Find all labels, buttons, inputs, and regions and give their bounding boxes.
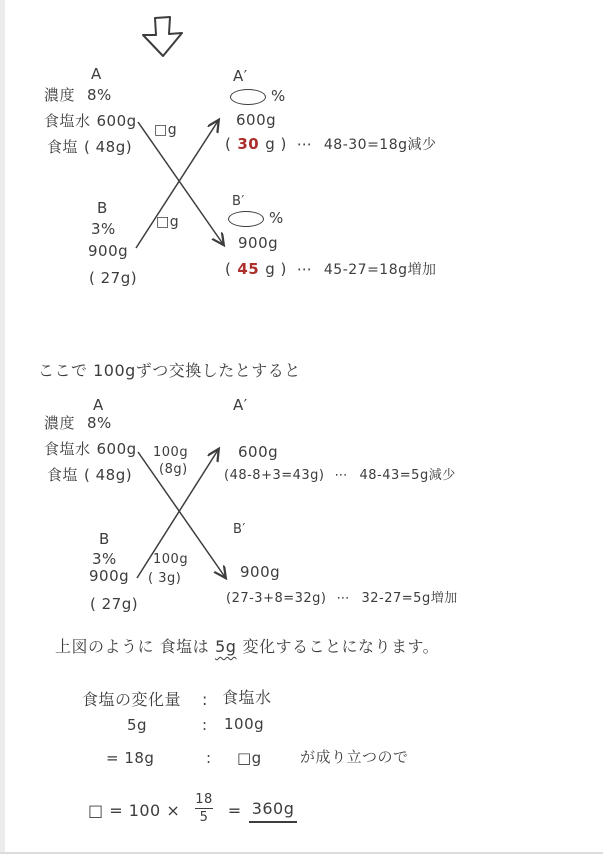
ratio-row3-note: が成り立つので xyxy=(300,748,409,766)
ratio-row1-left: 食塩の変化量 xyxy=(82,690,182,709)
d1-b2-dots: ⋯ xyxy=(296,260,314,278)
d1-a2-percent-sign: % xyxy=(271,87,286,105)
conclusion-post: 変化することになります。 xyxy=(242,637,440,656)
d1-b2-water: 900g xyxy=(238,234,279,252)
d2-exchange-bottom-amount: 100g xyxy=(153,552,189,567)
d2-b2-salt-calc: (27-3+8=32g) xyxy=(226,591,327,606)
d2-exchange-bottom-salt: ( 3g) xyxy=(148,571,182,586)
ratio-row3-left: = 18g xyxy=(106,749,155,767)
d1-a2-salt-line xyxy=(225,136,437,153)
down-arrow-icon xyxy=(139,15,187,59)
d1-a2-blank-oval xyxy=(230,89,266,105)
d1-b2-percent-blank xyxy=(228,210,284,227)
d2-b-water: 900g xyxy=(89,567,130,585)
final-equation xyxy=(88,792,297,827)
final-result: 360g xyxy=(249,800,298,822)
d2-a-concentration-value: 8% xyxy=(87,414,112,432)
d1-a2-paren-close: g ) xyxy=(265,135,287,153)
d2-a-salt-label: 食塩 xyxy=(47,466,79,484)
d2-b-salt: ( 27g) xyxy=(90,595,139,613)
d1-b2-blank-oval xyxy=(228,211,264,227)
d2-a-label: A xyxy=(93,396,104,414)
ratio-row3-colon: : xyxy=(206,749,212,767)
d2-a2-salt-calc: (48-8+3=43g) xyxy=(224,468,325,483)
final-fraction-denominator: 5 xyxy=(195,808,214,824)
conclusion-highlight: 5g xyxy=(215,637,237,656)
interlude-text: ここで 100gずつ交換したとすると xyxy=(38,361,301,380)
d1-a2-note: 48-30=18g減少 xyxy=(323,137,437,153)
d1-exchange-bottom-label: □g xyxy=(156,214,180,230)
d2-b2-salt-line xyxy=(226,592,458,607)
d2-a2-note: 48-43=5g減少 xyxy=(359,468,456,483)
d1-a-salt-label: 食塩 xyxy=(47,138,79,156)
d2-a-salt-value: ( 48g) xyxy=(84,466,133,484)
d2-exchange-top-amount: 100g xyxy=(153,445,189,460)
d2-b2-dots: ⋯ xyxy=(336,591,352,606)
d1-a-water xyxy=(44,113,137,130)
ratio-row2-right: 100g xyxy=(224,715,265,733)
d1-a-water-label: 食塩水 xyxy=(44,112,91,130)
ratio-row2-left: 5g xyxy=(127,716,148,734)
d1-b2-paren-close: g ) xyxy=(265,260,287,278)
d1-b-salt: ( 27g) xyxy=(89,269,138,287)
final-equals: = xyxy=(227,801,242,821)
d2-a2-dots: ⋯ xyxy=(334,468,350,483)
conclusion-line xyxy=(55,638,439,656)
d1-b2-note: 45-27=18g増加 xyxy=(323,262,437,278)
d2-exchange-top-salt: (8g) xyxy=(159,462,188,477)
d2-b-label: B xyxy=(99,530,110,548)
ratio-row1-right: 食塩水 xyxy=(222,688,272,707)
d1-a-salt-value: ( 48g) xyxy=(84,138,133,156)
conclusion-pre: 上図のように 食塩は xyxy=(55,637,210,656)
d1-b2-paren-open: ( xyxy=(225,260,232,278)
final-lhs: □ = 100 × xyxy=(88,801,181,821)
d1-b2-percent-sign: % xyxy=(269,209,284,227)
d1-a2-paren-open: ( xyxy=(225,135,232,153)
d1-a2-percent-blank xyxy=(230,88,286,105)
d1-b2-salt-line xyxy=(225,261,437,278)
d2-a2-salt-line xyxy=(224,469,456,484)
d2-b2-water: 900g xyxy=(240,563,281,581)
d2-a-concentration xyxy=(44,415,112,432)
d2-b-concentration: 3% xyxy=(92,550,117,568)
d1-exchange-cross-arrows-icon xyxy=(128,112,234,258)
d1-a-salt xyxy=(47,139,132,156)
ratio-row1-colon: : xyxy=(202,690,208,709)
d1-b-concentration: 3% xyxy=(91,220,116,238)
d2-a-water-value: 600g xyxy=(96,440,137,458)
d1-a-concentration-label: 濃度 xyxy=(44,86,76,104)
d1-a-label: A xyxy=(91,65,102,83)
d1-a-concentration xyxy=(44,87,112,104)
d1-a-water-value: 600g xyxy=(96,112,137,130)
d2-b2-label: B′ xyxy=(233,522,246,537)
final-fraction xyxy=(192,793,216,824)
d1-b-label: B xyxy=(97,199,108,217)
d2-a-water xyxy=(44,441,137,458)
d2-a-concentration-label: 濃度 xyxy=(44,414,76,432)
d1-a2-label: A′ xyxy=(233,67,248,85)
d1-a2-salt-amount: 30 xyxy=(237,135,260,153)
ratio-row2-colon: : xyxy=(202,716,208,734)
d2-a-salt xyxy=(47,467,132,484)
ratio-row3-right: □g xyxy=(237,749,262,767)
d2-a2-label: A′ xyxy=(233,396,248,414)
d2-a-water-label: 食塩水 xyxy=(44,440,91,458)
d1-a2-dots: ⋯ xyxy=(296,135,314,153)
d1-b2-salt-amount: 45 xyxy=(237,260,260,278)
d1-a2-water: 600g xyxy=(236,111,277,129)
d1-b-water: 900g xyxy=(88,242,129,260)
d2-b2-note: 32-27=5g増加 xyxy=(361,591,458,606)
d1-b2-label: B′ xyxy=(232,194,245,209)
final-fraction-numerator: 18 xyxy=(195,792,213,807)
d1-exchange-top-label: □g xyxy=(154,122,178,138)
d2-a2-water: 600g xyxy=(238,443,279,461)
d1-a-concentration-value: 8% xyxy=(87,86,112,104)
